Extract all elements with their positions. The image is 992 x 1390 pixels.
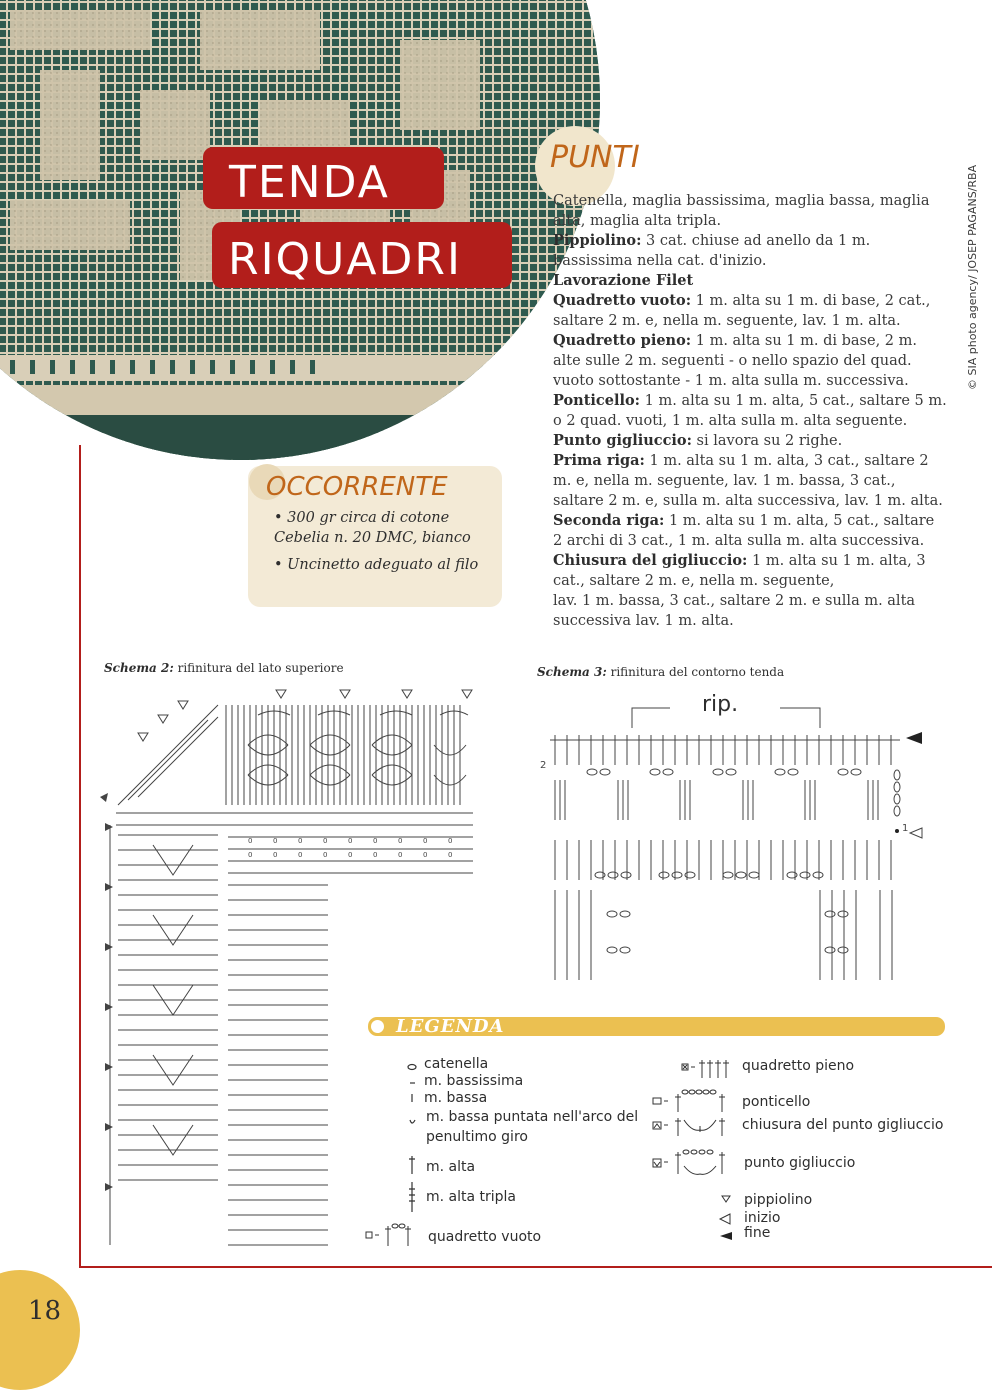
schema3-caption: Schema 3: rifinitura del contorno tenda [537,665,785,679]
punti-text [553,191,948,631]
svg-text:0: 0 [248,851,253,859]
legend-punto-gigliuccio: punto gigliuccio [744,1155,856,1171]
punti-item: Seconda riga: 1 m. alta su 1 m. alta, 5 cat., saltare 2 archi di 3 cat., 1 m. alta sulla m. alta successiva. [553,512,935,549]
svg-text:0: 0 [323,851,328,859]
svg-text:0: 0 [398,837,403,845]
legend-m-bassa: m. bassa [424,1090,488,1106]
svg-text:0: 0 [298,837,303,845]
punti-item: Lavorazione Filet [553,272,694,289]
svg-text:0: 0 [273,837,278,845]
svg-text:0: 0 [373,851,378,859]
title-line-1: TENDA [203,147,444,209]
svg-text:0: 0 [348,851,353,859]
svg-text:0: 0 [248,837,253,845]
schema2-caption: Schema 2: rifinitura del lato superiore [104,661,344,675]
legend-dot [371,1020,384,1033]
svg-text:0: 0 [348,837,353,845]
legend-m-bassa-puntata: m. bassa puntata nell'arco del [426,1109,639,1125]
page-number-tab [0,1270,80,1390]
punti-item: lav. 1 m. bassa, 3 cat., saltare 2 m. e sulla m. alta successiva lav. 1 m. alta. [553,593,916,629]
legend-chiusura-gigliuccio: chiusura del punto gigliuccio [742,1117,944,1133]
legend-quadretto-vuoto: quadretto vuoto [428,1229,542,1245]
page-number: 18 [28,1296,62,1326]
legend-quadretto-pieno: quadretto pieno [742,1058,855,1074]
punti-item: Quadretto vuoto: 1 m. alta su 1 m. di base, 2 cat., saltare 2 m. e, nella m. seguente, lav. 1 m. alta. [553,292,931,329]
legend-m-alta-tripla: m. alta tripla [426,1189,517,1205]
frame-line-left [79,445,81,1268]
photo-credit: © SIA photo agency/ JOSEP PAGANS/RBA [966,164,979,390]
punti-item: Prima riga: 1 m. alta su 1 m. alta, 3 cat., saltare 2 m. e, nella m. seguente, lav. 1 m. bassa, 3 cat., saltare 2 m. e, sulla m. alta successiva, lav. 1 m. alta. [553,452,943,509]
quadretto-vuoto-icon [364,1222,419,1248]
legend-fine: fine [744,1225,771,1241]
legend-m-alta: m. alta [426,1159,476,1175]
svg-text:0: 0 [423,851,428,859]
occorrente-list [274,508,496,582]
legend-ponticello: ponticello [742,1094,811,1110]
occorrente-item: • Uncinetto adeguato al filo [274,557,479,573]
svg-text:0: 0 [298,851,303,859]
punti-item: Punto gigliuccio: si lavora su 2 righe. [553,432,843,449]
legend-m-bassa-puntata-line2: penultimo giro [426,1129,528,1145]
legend-catenella: catenella [424,1056,489,1072]
svg-text:1: 1 [902,823,909,834]
punti-item: Ponticello: 1 m. alta su 1 m. alta, 5 cat., saltare 5 m. o 2 quad. vuoti, 1 m. alta sulla m. alta seguente. [553,392,947,429]
svg-text:0: 0 [423,837,428,845]
schema3-diagram [540,700,930,990]
punti-item: Quadretto pieno: 1 m. alta su 1 m. di base, 2 m. alte sulle 2 m. seguenti - o nello spazio del quad. vuoto sottostante - 1 m. alta sulla m. successiva. [553,332,917,389]
legend-m-bassissima: m. bassissima [424,1073,524,1089]
occorrente-item: • 300 gr circa di cotone Cebelia n. 20 DMC, bianco [274,510,471,546]
legend-pippiolino: pippiolino [744,1192,813,1208]
svg-text:2: 2 [540,760,547,771]
svg-text:0: 0 [323,837,328,845]
svg-text:0: 0 [398,851,403,859]
svg-text:0: 0 [448,851,453,859]
svg-text:0: 0 [373,837,378,845]
legend-heading: LEGENDA [396,1016,505,1037]
svg-text:0: 0 [448,837,453,845]
legend-symbols-right [650,1054,740,1254]
punti-item: Pippiolino: 3 cat. chiuse ad anello da 1 m. bassissima nella cat. d'inizio. [553,232,871,269]
svg-text:0: 0 [273,851,278,859]
punti-heading: PUNTI [550,140,640,175]
schema3-rip-label: rip. [702,692,739,717]
punti-intro: Catenella, maglia bassissima, maglia bassa, maglia alta, maglia alta tripla. [553,193,930,229]
title-line-2: RIQUADRI [212,222,512,288]
frame-line-bottom [79,1266,992,1268]
legend-inizio: inizio [744,1210,781,1226]
punti-item: Chiusura del gigliuccio: 1 m. alta su 1 m. alta, 3 cat., saltare 2 m. e, nella m. seguente, [553,552,926,589]
occorrente-heading: OCCORRENTE [266,472,448,502]
